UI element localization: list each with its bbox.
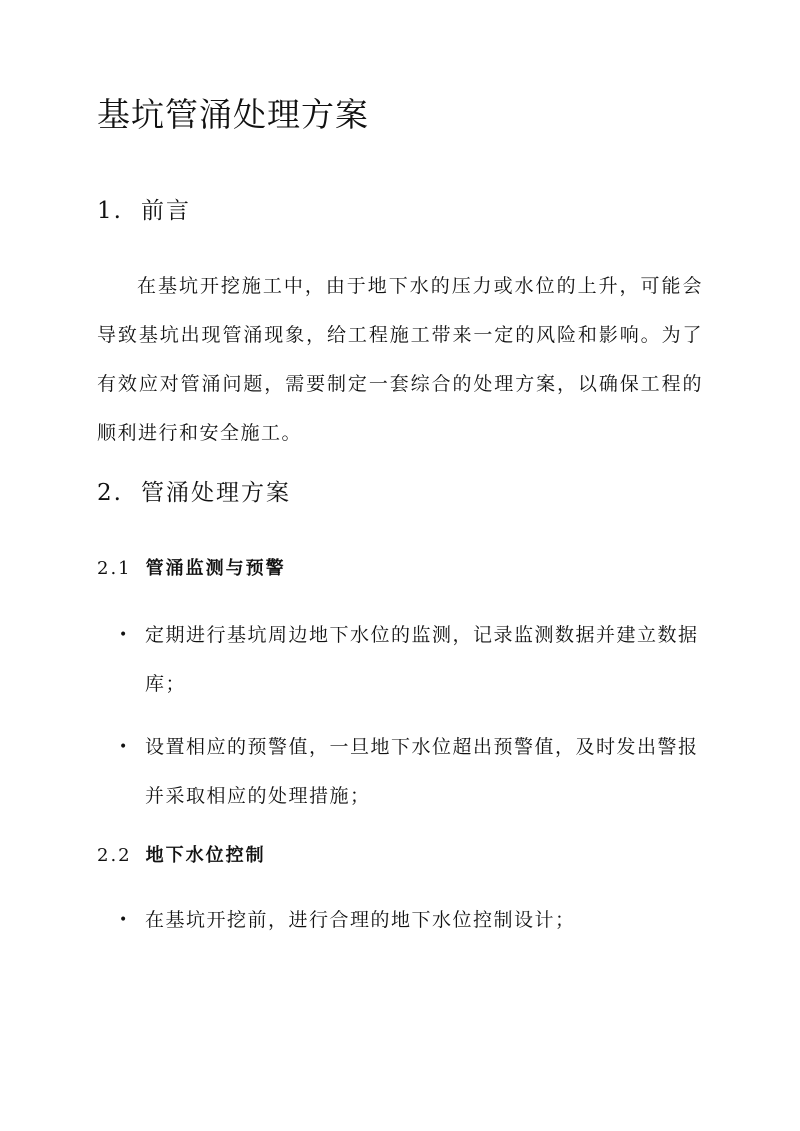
list-item [97, 723, 703, 821]
subsection-2-1-title: 管涌监测与预警 [145, 558, 286, 579]
list-item-text: 在基坑开挖前，进行合理的地下水位控制设计； [145, 909, 576, 931]
list-item-text: 定期进行基坑周边地下水位的监测，记录监测数据并建立数据库； [145, 624, 699, 695]
bullet-icon: • [119, 627, 129, 643]
subsection-2-1-number: 2.1 [97, 558, 132, 579]
subsection-2-2-title: 地下水位控制 [145, 845, 266, 866]
section-2-heading [97, 480, 291, 508]
section-2-title: 管涌处理方案 [140, 480, 291, 506]
document-title: 基坑管涌处理方案 [97, 95, 369, 134]
subsection-2-1-heading [97, 558, 286, 580]
list-item [97, 611, 703, 709]
section-1-number: 1. [97, 198, 123, 224]
list-item [97, 896, 703, 945]
subsection-2-1-bullet-list [97, 611, 703, 835]
subsection-2-2-heading [97, 845, 266, 867]
section-1-heading [97, 198, 191, 226]
section-2-number: 2. [97, 480, 123, 506]
section-1-paragraph: 在基坑开挖施工中，由于地下水的压力或水位的上升，可能会导致基坑出现管涌现象，给工程施工带来一定的风险和影响。为了有效应对管涌问题，需要制定一套综合的处理方案，以确保工程的顺利进行和安全施工。 [97, 275, 703, 444]
bullet-icon: • [119, 739, 129, 755]
bullet-icon: • [119, 912, 129, 928]
section-1-title: 前言 [140, 198, 191, 224]
subsection-2-2-number: 2.2 [97, 845, 132, 866]
subsection-2-2-bullet-list [97, 896, 703, 959]
list-item-text: 设置相应的预警值，一旦地下水位超出预警值，及时发出警报并采取相应的处理措施； [145, 736, 699, 807]
